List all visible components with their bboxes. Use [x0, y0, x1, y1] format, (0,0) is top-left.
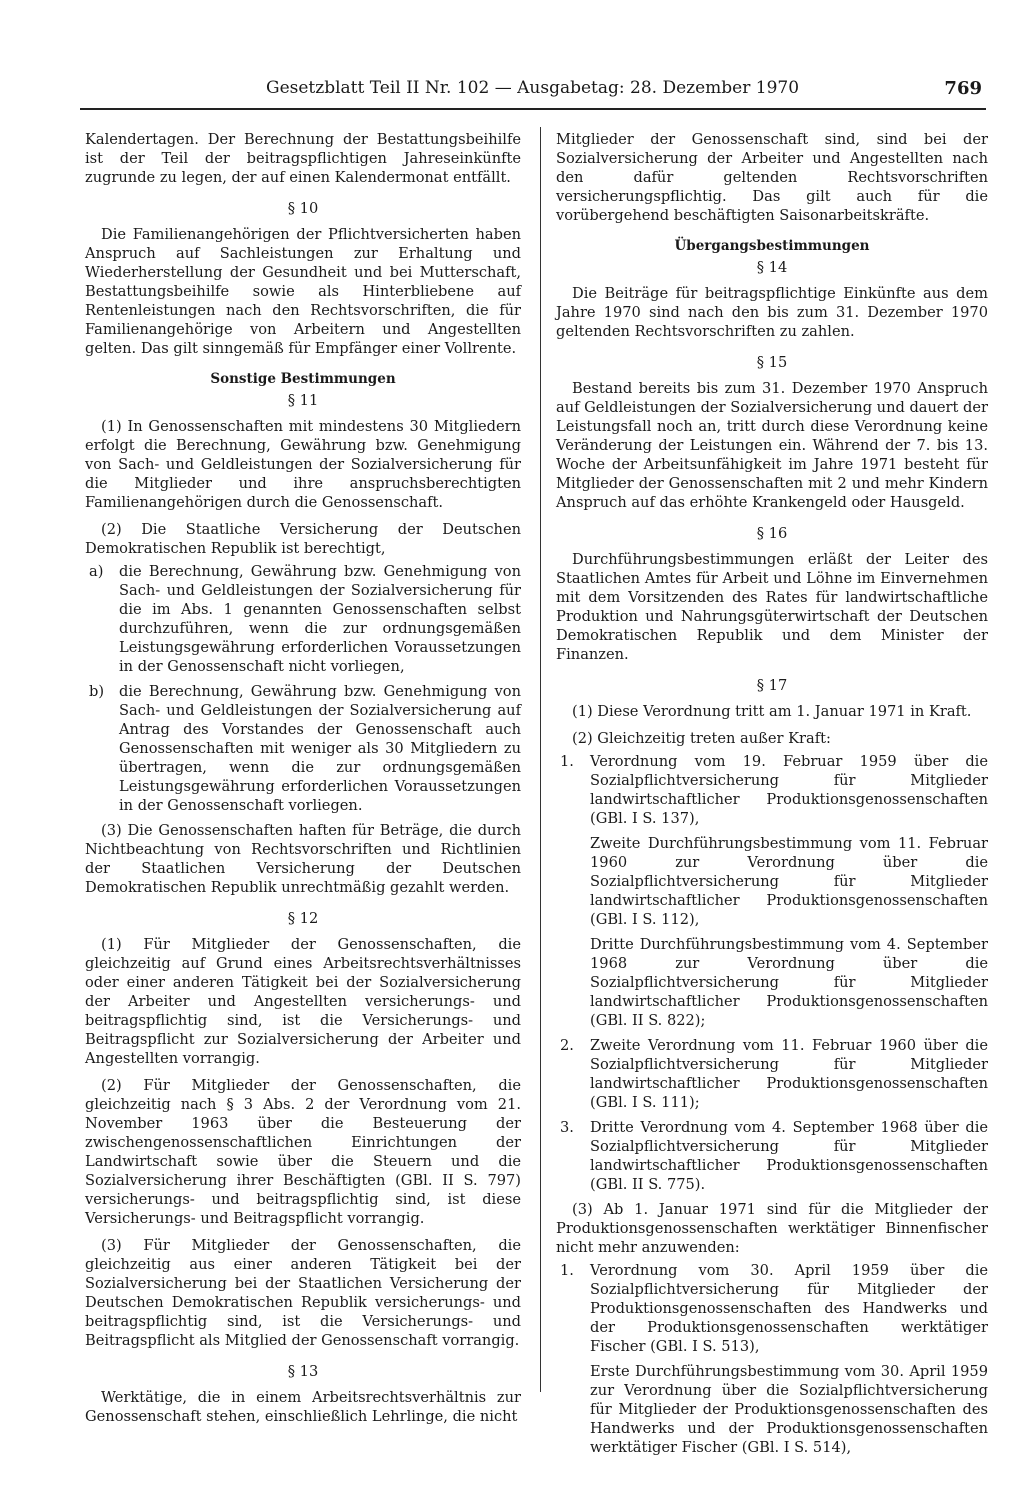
- paragraph: Die Beiträge für beitragspflichtige Einkünfte aus dem Jahre 1970 sind nach den bis zum 31. Dezember 1970 geltenden Rechtsvorschriften zu zahlen.: [556, 285, 988, 340]
- section-heading: Übergangsbestimmungen: [674, 238, 870, 254]
- paragraph: (3) Die Genossenschaften haften für Beträge, die durch Nichtbeachtung von Rechtsvorschriften und Richtlinien der Staatlichen Versicherung der Deutschen Demokratischen Republik unrechtmäßig gezahlt werden.: [85, 822, 521, 896]
- section-number: § 11: [287, 392, 319, 409]
- list-marker: b): [89, 683, 105, 700]
- list-item-text: Verordnung vom 19. Februar 1959 über die Sozialpflichtversicherung für Mitglieder landwirtschaftlicher Produktionsgenossenschaften (GBl. I S. 137),: [590, 753, 988, 827]
- paragraph: (1) Für Mitglieder der Genossenschaften, die gleichzeitig auf Grund eines Arbeitsrechtsverhältnisses oder einer anderen Tätigkeit bei der Sozialversicherung der Arbeiter und Angestellten versicherungs- und beitragspflichtig sind, ist die Versicherungs- und Beitragspflicht zur Sozialversicherung der Arbeiter und Angestellten vorrangig.: [85, 936, 521, 1067]
- paragraph: (3) Ab 1. Januar 1971 sind für die Mitglieder der Produktionsgenossenschaften werktätiger Binnenfischer nicht mehr anzuwenden:: [556, 1201, 988, 1256]
- section-number: § 13: [287, 1363, 319, 1380]
- list-subitem: Dritte Durchführungsbestimmung vom 4. September 1968 zur Verordnung über die Sozialpflichtversicherung für Mitglieder landwirtschaftlicher Produktionsgenossenschaften (GBl. II S. 822);: [590, 936, 988, 1029]
- list-marker: 2.: [560, 1037, 574, 1054]
- list-item: [85, 562, 521, 676]
- section-heading: Sonstige Bestimmungen: [210, 371, 396, 387]
- header-rule: [80, 108, 986, 110]
- paragraph: (1) Diese Verordnung tritt am 1. Januar 1971 in Kraft.: [572, 703, 972, 720]
- list-subitem: Zweite Durchführungsbestimmung vom 11. Februar 1960 zur Verordnung über die Sozialpflichtversicherung für Mitglieder landwirtschaftlicher Produktionsgenossenschaften (GBl. I S. 112),: [590, 835, 988, 928]
- paragraph: Werktätige, die in einem Arbeitsrechtsverhältnis zur Genossenschaft stehen, einschließlich Lehrlinge, die nicht: [85, 1389, 521, 1425]
- list-marker: a): [89, 563, 104, 580]
- list-item: [85, 682, 521, 815]
- paragraph: Durchführungsbestimmungen erläßt der Leiter des Staatlichen Amtes für Arbeit und Löhne im Einvernehmen mit dem Vorsitzenden des Rates für landwirtschaftliche Produktion und Nahrungsgüterwirtschaft der Deutschen Demokratischen Republik und dem Minister der Finanzen.: [556, 551, 988, 663]
- column-divider: [540, 127, 541, 1392]
- section-number: § 15: [756, 354, 788, 371]
- paragraph: (3) Für Mitglieder der Genossenschaften, die gleichzeitig aus einer anderen Tätigkeit bei der Sozialversicherung bei der Staatlichen Versicherung der Deutschen Demokratischen Republik versicherungs- und beitragspflichtig sind, ist die Versicherungs- und Beitragspflicht als Mitglied der Genossenschaft vorrangig.: [85, 1237, 521, 1349]
- list-item: [556, 1118, 988, 1194]
- paragraph: Kalendertagen. Der Berechnung der Bestattungsbeihilfe ist der Teil der beitragspflichtigen Jahreseinkünfte zugrunde zu legen, der auf einen Kalendermonat entfällt.: [85, 131, 521, 186]
- list-item-text: Dritte Verordnung vom 4. September 1968 über die Sozialpflichtversicherung für Mitglieder landwirtschaftlicher Produktionsgenossenschaften (GBl. II S. 775).: [590, 1119, 988, 1193]
- header-title: Gesetzblatt Teil II Nr. 102 — Ausgabetag: 28. Dezember 1970: [266, 78, 800, 98]
- left-column: [85, 130, 521, 1434]
- page-number: 769: [944, 78, 982, 99]
- section-number: § 14: [756, 259, 788, 276]
- list-marker: 1.: [560, 1262, 574, 1279]
- paragraph: (1) In Genossenschaften mit mindestens 30 Mitgliedern erfolgt die Berechnung, Gewährung bzw. Genehmigung von Sach- und Geldleistungen der Sozialversicherung für die Mitglieder und ihre anspruchsberechtigten Familienangehörigen durch die Genossenschaft.: [85, 418, 521, 511]
- list-item-text: die Berechnung, Gewährung bzw. Genehmigung von Sach- und Geldleistungen der Sozialversicherung auf Antrag des Vorstandes der Genossenschaft auch Genossenschaften mit weniger als 30 Mitgliedern zu übertragen, wenn die zur ordnungsgemäßen Leistungsgewährung erforderlichen Voraussetzungen in der Genossenschaft vorliegen.: [119, 683, 521, 814]
- paragraph: Die Familienangehörigen der Pflichtversicherten haben Anspruch auf Sachleistungen zur Erhaltung und Wiederherstellung der Gesundheit und bei Mutterschaft, Bestattungsbeihilfe sowie als Hinterbliebene auf Rentenleistungen nach den Rechtsvorschriften, die für Familienangehörige von Arbeitern und Angestellten gelten. Das gilt sinngemäß für Empfänger einer Vollrente.: [85, 226, 521, 357]
- section-number: § 17: [756, 677, 788, 694]
- page-header: [80, 78, 982, 108]
- paragraph: Mitglieder der Genossenschaft sind, sind bei der Sozialversicherung der Arbeiter und Angestellten nach den dafür geltenden Rechtsvorschriften versicherungspflichtig. Das gilt auch für die vorübergehend beschäftigten Saisonarbeitskräfte.: [556, 131, 988, 224]
- right-column: [556, 130, 988, 1463]
- list-item: [556, 1261, 988, 1356]
- paragraph: (2) Für Mitglieder der Genossenschaften, die gleichzeitig nach § 3 Abs. 2 der Verordnung vom 21. November 1963 über die Besteuerung der zwischengenossenschaftlichen Einrichtungen der Landwirtschaft sowie über die Steuern und die Sozialversicherung ihrer Beschäftigten (GBl. II S. 797) versicherungs- und beitragspflichtig sind, ist diese Versicherungs- und Beitragspflicht vorrangig.: [85, 1077, 521, 1227]
- list-item-text: Verordnung vom 30. April 1959 über die Sozialpflichtversicherung für Mitglieder der Produktionsgenossenschaften des Handwerks und der Produktionsgenossenschaften werktätiger Fischer (GBl. I S. 513),: [590, 1262, 988, 1355]
- list-marker: 1.: [560, 753, 574, 770]
- section-number: § 12: [287, 910, 319, 927]
- paragraph: (2) Gleichzeitig treten außer Kraft:: [572, 730, 831, 747]
- list-marker: 3.: [560, 1119, 574, 1136]
- list-subitem: Erste Durchführungsbestimmung vom 30. April 1959 zur Verordnung über die Sozialpflichtversicherung für Mitglieder der Produktionsgenossenschaften des Handwerks und der Produktionsgenossenschaften werktätiger Fischer (GBl. I S. 514),: [590, 1363, 988, 1456]
- list-item: [556, 1036, 988, 1112]
- list-item-text: die Berechnung, Gewährung bzw. Genehmigung von Sach- und Geldleistungen der Sozialversicherung für die im Abs. 1 genannten Genossenschaften selbst durchzuführen, wenn die zur ordnungsgemäßen Leistungsgewährung erforderlichen Voraussetzungen in der Genossenschaft nicht vorliegen,: [119, 563, 521, 675]
- paragraph: Bestand bereits bis zum 31. Dezember 1970 Anspruch auf Geldleistungen der Sozialversicherung und dauert der Leistungsfall noch an, tritt durch diese Verordnung keine Veränderung der Leistungen ein. Während der 7. bis 13. Woche der Arbeitsunfähigkeit im Jahre 1971 besteht für Mitglieder der Genossenschaften mit 2 und mehr Kindern Anspruch auf das erhöhte Krankengeld oder Hausgeld.: [556, 380, 988, 511]
- list-item: [556, 752, 988, 828]
- section-number: § 16: [756, 525, 788, 542]
- paragraph: (2) Die Staatliche Versicherung der Deutschen Demokratischen Republik ist berechtigt,: [85, 521, 521, 557]
- list-item-text: Zweite Verordnung vom 11. Februar 1960 über die Sozialpflichtversicherung für Mitglieder landwirtschaftlicher Produktionsgenossenschaften (GBl. I S. 111);: [590, 1037, 988, 1111]
- section-number: § 10: [287, 200, 319, 217]
